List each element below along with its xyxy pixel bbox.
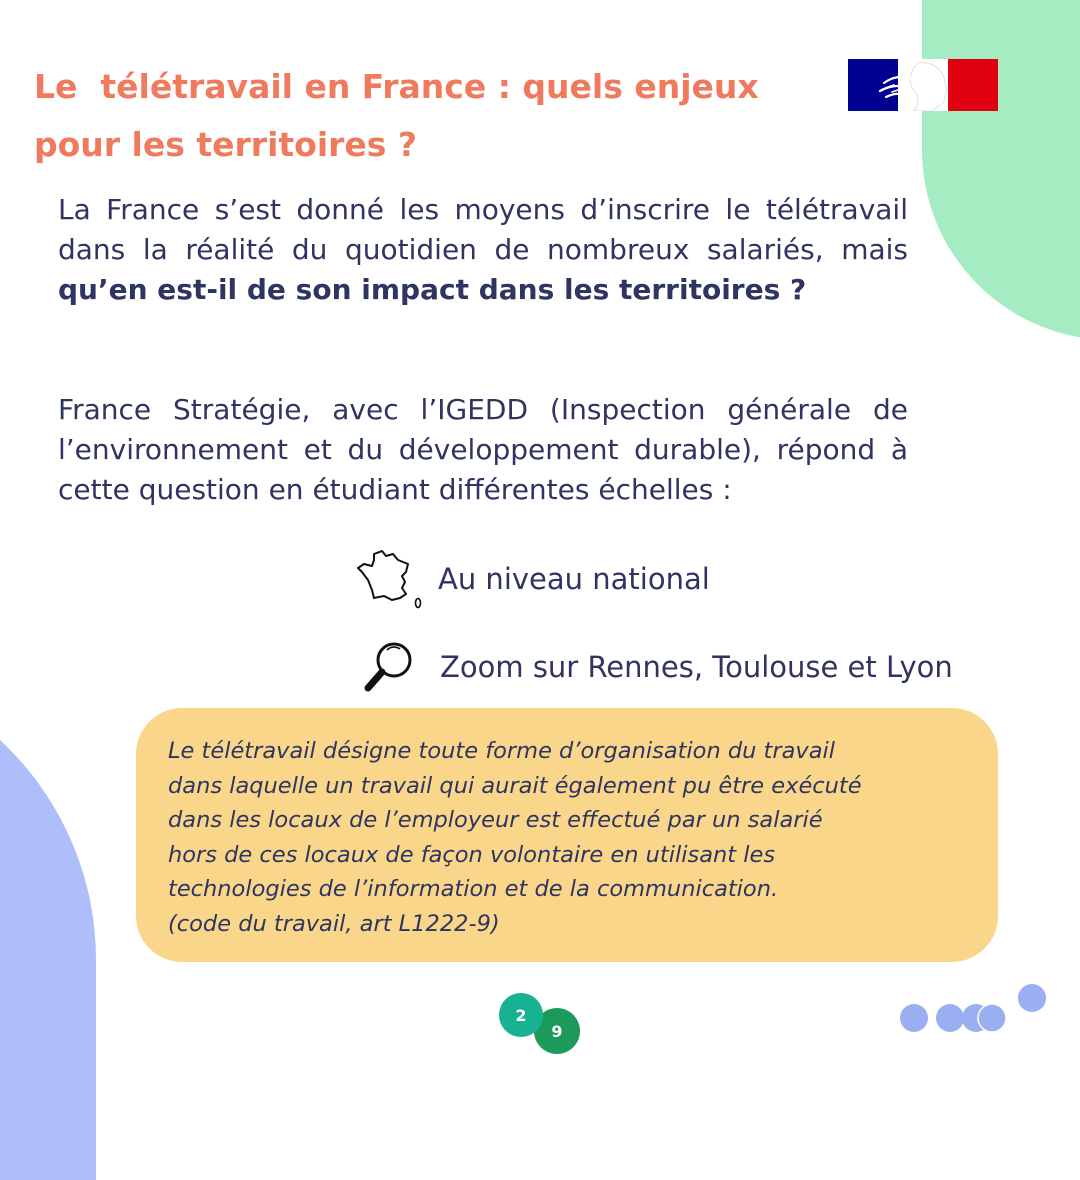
definition-line: technologies de l’information et de la communication. [168,876,779,903]
france-map-icon [356,548,426,610]
page-current-badge: 2 [499,993,543,1037]
definition-line: dans les locaux de l’employeur est effectué par un salarié [168,807,823,834]
scale-label-national: Au niveau national [438,562,710,596]
definition-text [168,734,968,942]
intro-text: La France s’est donné les moyens d’inscrire le télétravail dans la réalité du quotidien de nombreux salariés, mais [58,193,908,266]
page-title: Le télétravail en France : quels enjeux pour les territoires ? [34,67,759,164]
scale-item-zoom [360,636,953,698]
study-paragraph: France Stratégie, avec l’IGEDD (Inspection générale de l’environnement et du développement durable), répond à cette question en étudiant différentes échelles : [58,393,908,506]
republique-francaise-logo [848,59,998,111]
intro-emphasis: qu’en est-il de son impact dans les territoires ? [58,273,807,306]
definition-box [136,708,998,962]
page-total-badge: 9 [534,1008,580,1054]
definition-citation: (code du travail, art L1222-9) [168,910,500,937]
decorative-green-shape [922,0,1080,340]
definition-line: Le télétravail désigne toute forme d’organisation du travail [168,738,836,764]
definition-line: hors de ces locaux de façon volontaire en utilisant les [168,841,776,868]
definition-line: dans laquelle un travail qui aurait également pu être exécuté [168,772,862,799]
decorative-blue-shape [0,660,96,1180]
magnifier-icon [360,636,420,698]
scale-item-national [356,548,710,610]
decorative-dots [896,982,1056,1042]
scale-label-zoom: Zoom sur Rennes, Toulouse et Lyon [440,650,953,684]
intro-paragraph [58,190,908,310]
